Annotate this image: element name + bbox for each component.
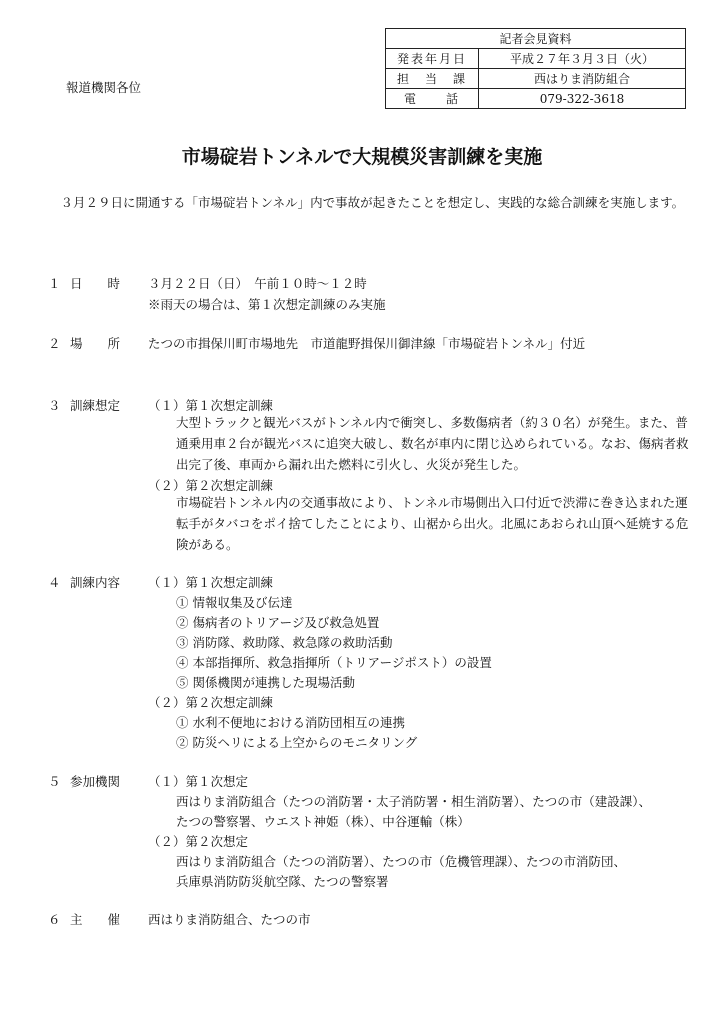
section-3-heading: 訓練想定 [70, 398, 121, 413]
section-2-number: ２ [48, 336, 61, 351]
section-1-number: １ [48, 276, 61, 291]
training-item: ⑤ 関係機関が連携した現場活動 [176, 675, 355, 690]
section-4-number: ４ [48, 575, 61, 590]
section-4-sub1-heading: （１）第１次想定訓練 [148, 575, 274, 590]
section-3-sub2-heading: （２）第２次想定訓練 [148, 478, 274, 493]
info-label-department: 担 当 課 [386, 69, 479, 89]
section-5-heading: 参加機関 [70, 774, 121, 789]
intro-paragraph: ３月２９日に開通する「市場碇岩トンネル」内で事故が起きたことを想定し、実践的な総合訓練を実施します。 [60, 195, 685, 210]
training-item: ② 防災ヘリによる上空からのモニタリング [176, 735, 418, 750]
section-5-sub2-heading: （２）第２次想定 [148, 834, 249, 849]
participant-line: たつの警察署、ウエスト神姫（株）、中谷運輸（株） [176, 814, 470, 829]
section-3-number: ３ [48, 398, 61, 413]
press-info-table [385, 28, 686, 109]
training-item: ② 傷病者のトリアージ及び救急処置 [176, 615, 380, 630]
section-5-number: ５ [48, 774, 61, 789]
section-6-number: ６ [48, 912, 61, 927]
training-item: ③ 消防隊、救助隊、救急隊の救助活動 [176, 635, 393, 650]
info-label-phone: 電 話 [386, 89, 479, 109]
section-2-heading: 場 所 [70, 336, 121, 351]
section-3-sub1-heading: （１）第１次想定訓練 [148, 398, 274, 413]
info-value-date: 平成２７年３月３日（火） [479, 49, 686, 69]
training-item: ① 情報収集及び伝達 [176, 595, 293, 610]
addressee: 報道機関各位 [66, 80, 142, 95]
section-3-sub1-text: 大型トラックと観光バスがトンネル内で衝突し、多数傷病者（約３０名）が発生。また、普通乗用車２台が観光バスに追突大破し、数名が車内に閉じ込められている。なお、傷病者救出完了後、車両から漏れ出た燃料に引火し、火災が発生した。 [176, 415, 689, 472]
training-item: ④ 本部指揮所、救急指揮所（トリアージポスト）の設置 [176, 655, 492, 670]
section-6-heading: 主 催 [70, 912, 121, 927]
section-2-location: たつの市揖保川町市場地先 市道龍野揖保川御津線「市場碇岩トンネル」付近 [148, 336, 586, 351]
section-5-sub1-heading: （１）第１次想定 [148, 774, 249, 789]
info-value-phone: 079-322-3618 [479, 89, 686, 109]
section-1-heading: 日 時 [70, 276, 121, 291]
info-label-date: 発表年月日 [386, 49, 479, 69]
section-6-organizer: 西はりま消防組合、たつの市 [148, 912, 311, 927]
info-caption: 記者会見資料 [386, 29, 686, 49]
participant-line: 兵庫県消防防災航空隊、たつの警察署 [176, 874, 389, 889]
info-value-department: 西はりま消防組合 [479, 69, 686, 89]
document-title: 市場碇岩トンネルで大規模災害訓練を実施 [181, 146, 543, 168]
training-item: ① 水利不便地における消防団相互の連携 [176, 715, 405, 730]
section-1-note: ※雨天の場合は、第１次想定訓練のみ実施 [148, 297, 386, 312]
participant-line: 西はりま消防組合（たつの消防署）、たつの市（危機管理課）、たつの市消防団、 [176, 854, 627, 869]
section-4-heading: 訓練内容 [70, 575, 121, 590]
section-3-sub2-text: 市場碇岩トンネル内の交通事故により、トンネル市場側出入口付近で渋滞に巻き込まれた運転手がタバコをポイ捨てしたことにより、山裾から出火。北風にあおられ山頂へ延焼する危険がある。 [176, 495, 689, 552]
section-4-sub2-heading: （２）第２次想定訓練 [148, 695, 274, 710]
participant-line: 西はりま消防組合（たつの消防署・太子消防署・相生消防署）、たつの市（建設課）、 [176, 794, 652, 809]
section-1-datetime: ３月２２日（日） 午前１０時～１２時 [148, 276, 367, 291]
